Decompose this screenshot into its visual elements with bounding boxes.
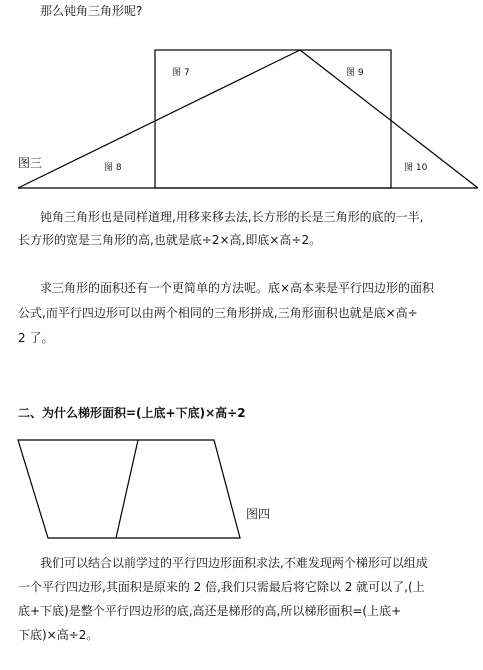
figure4-diagram bbox=[18, 440, 240, 538]
trapezoid-divider bbox=[116, 440, 138, 538]
fig8-label: 图 8 bbox=[104, 163, 122, 173]
para1-line1: 钝角三角形也是同样道理,用移来移去法,长方形的长是三角形的底的一半, bbox=[40, 210, 424, 224]
para3-line4: 下底)×高÷2。 bbox=[18, 628, 99, 642]
parallelogram-outline bbox=[18, 440, 240, 538]
para1-line2: 长方形的宽是三角形的高,也就是底÷2×高,即底×高÷2。 bbox=[18, 233, 322, 247]
fig7-label: 图 7 bbox=[172, 68, 190, 78]
intro-question: 那么钝角三角形呢? bbox=[40, 4, 143, 18]
figure4-caption: 图四 bbox=[246, 507, 271, 521]
para3-line2: 一个平行四边形,其面积是原来的 2 倍,我们只需最后将它除以 2 就可以了,(上 bbox=[18, 580, 425, 594]
para2-line2: 公式,而平行四边形可以由两个相同的三角形拼成,三角形面积也就是底×高÷ bbox=[18, 306, 418, 320]
para2-line3: 2 了。 bbox=[18, 331, 54, 345]
figure3-caption: 图三 bbox=[18, 156, 43, 170]
fig10-label: 图 10 bbox=[404, 163, 428, 173]
triangle-left-side bbox=[18, 50, 300, 188]
para2-line1: 求三角形的面积还有一个更简单的方法呢。底×高本来是平行四边形的面积 bbox=[40, 281, 435, 295]
fig9-label: 图 9 bbox=[346, 68, 364, 78]
para3-line3: 底+下底)是整个平行四边形的底,高还是梯形的高,所以梯形面积=(上底+ bbox=[18, 604, 402, 618]
triangle-right-side bbox=[300, 50, 478, 188]
section2-heading: 二、为什么梯形面积=(上底+下底)×高÷2 bbox=[18, 406, 246, 420]
para3-line1: 我们可以结合以前学过的平行四边形面积求法,不难发现两个梯形可以组成 bbox=[40, 556, 428, 570]
